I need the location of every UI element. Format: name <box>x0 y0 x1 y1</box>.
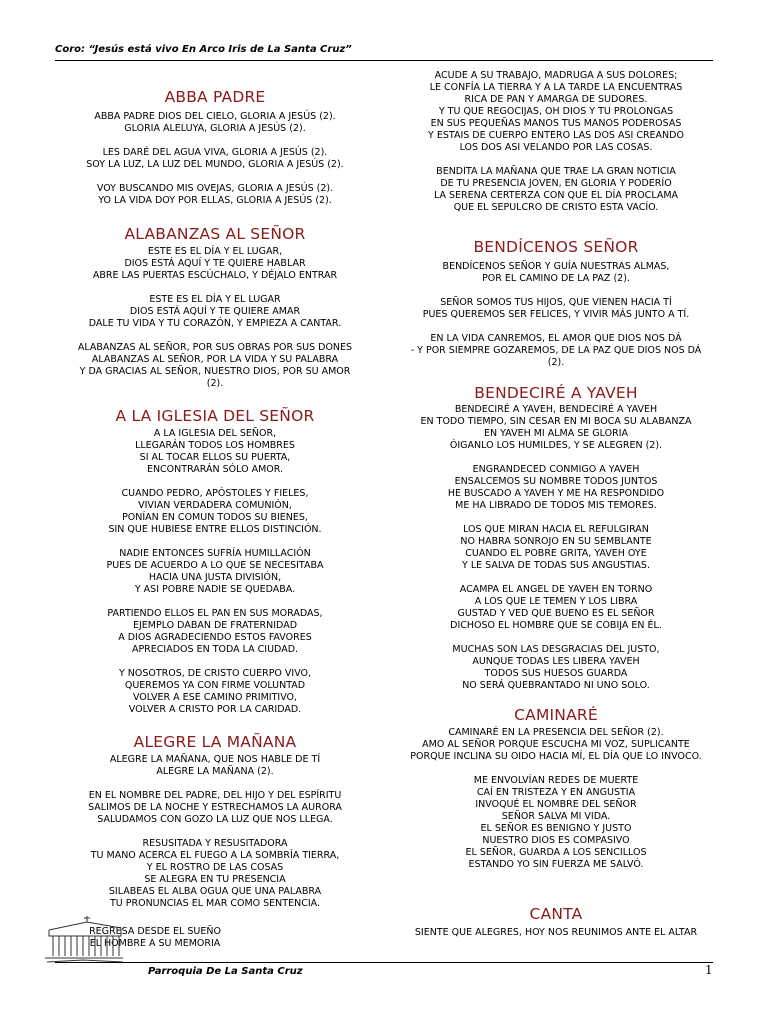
lyric-line: A DIOS AGRADECIENDO ESTOS FAVORES <box>118 632 312 643</box>
lyric-line: ME ENVOLVÍAN REDES DE MUERTE <box>473 775 639 786</box>
stanza <box>55 246 375 282</box>
stanza <box>55 754 375 778</box>
stanza <box>55 668 375 716</box>
lyric-line: CUANDO EL POBRE GRITA, YAVEH OYE <box>465 548 647 559</box>
song-title: ABBA PADRE <box>164 88 266 106</box>
header-rule <box>55 60 713 61</box>
song-caminare <box>386 706 726 871</box>
lyric-line: BENDECIRÉ A YAVEH, BENDECIRÉ A YAVEH <box>454 404 658 415</box>
song-canta <box>386 905 726 939</box>
stanza <box>55 790 375 826</box>
lyric-line: SI AL TOCAR ELLOS SU PUERTA, <box>139 452 291 463</box>
song-alabanzas-al-senor <box>55 225 375 390</box>
lyric-line: VOY BUSCANDO MIS OVEJAS, GLORIA A JESÚS (2). <box>96 183 334 194</box>
lyric-line: BENDITA LA MAÑANA QUE TRAE LA GRAN NOTICIA <box>436 166 676 177</box>
lyric-line: ÓIGANLO LOS HUMILDES, Y SE ALEGREN (2). <box>449 440 663 451</box>
stanza <box>386 261 726 285</box>
lyric-line: GLORIA ALELUYA, GLORIA A JESÚS (2). <box>124 123 306 134</box>
lyric-line: DIOS ESTÁ AQUÍ Y TE QUIERE AMAR <box>129 306 301 317</box>
lyric-line: Y DA GRACIAS AL SEÑOR, NUESTRO DIOS, POR SU AMOR <box>79 366 351 377</box>
lyric-line: NO HABRA SONROJO EN SU SEMBLANTE <box>460 536 652 547</box>
lyric-line: ENGRANDECED CONMIGO A YAVEH <box>472 464 640 475</box>
song-title: ALABANZAS AL SEÑOR <box>124 225 306 243</box>
lyric-line: HE BUSCADO A YAVEH Y ME HA RESPONDIDO <box>447 488 665 499</box>
lyric-line: ENSALCEMOS SU NOMBRE TODOS JUNTOS <box>454 476 658 487</box>
lyric-line: VOLVER A CRISTO POR LA CARIDAD. <box>128 704 302 715</box>
lyric-line: ESTANDO YO SIN FUERZA ME SALVÓ. <box>468 859 644 870</box>
lyric-line: - Y POR SIEMPRE GOZAREMOS, DE LA PAZ QUE DIOS NOS DÁ <box>410 345 702 356</box>
lyric-line: MUCHAS SON LAS DESGRACIAS DEL JUSTO, <box>452 644 660 655</box>
lyric-line: SOY LA LUZ, LA LUZ DEL MUNDO, GLORIA A JESÚS (2). <box>86 159 344 170</box>
lyric-line: NO SERÁ QUEBRANTADO NI UNO SOLO. <box>462 680 650 691</box>
song-abba-padre <box>55 88 375 207</box>
lyric-line: APRECIADOS EN TODA LA CIUDAD. <box>131 644 299 655</box>
lyric-line: DE TU PRESENCIA JOVEN, EN GLORIA Y PODERÍO <box>440 178 672 189</box>
lyric-line: NUESTRO DIOS ES COMPASIVO <box>482 835 630 846</box>
stanza <box>386 333 726 369</box>
lyric-line: Y ESTAIS DE CUERPO ENTERO LAS DOS ASI CREANDO <box>428 130 684 141</box>
lyric-line: EN LA VIDA CANREMOS, EL AMOR QUE DIOS NOS DÁ <box>430 333 682 344</box>
lyric-line: PUES DE ACUERDO A LO QUE SE NECESITABA <box>106 560 324 571</box>
stanza <box>55 488 375 536</box>
stanza <box>55 548 375 596</box>
song-title: A LA IGLESIA DEL SEÑOR <box>115 407 315 425</box>
lyric-line: ALABANZAS AL SEÑOR, POR SUS OBRAS POR SUS DONES <box>77 342 353 353</box>
lyric-line: TODOS SUS HUESOS GUARDA <box>484 668 628 679</box>
stanza <box>55 111 375 135</box>
lyric-line: QUEREMOS YA CON FIRME VOLUNTAD <box>124 680 306 691</box>
lyric-line: Y EL ROSTRO DE LAS COSAS <box>146 862 284 873</box>
right-column <box>386 70 726 939</box>
lyric-line: PARTIENDO ELLOS EL PAN EN SUS MORADAS, <box>107 608 323 619</box>
lyric-line: ALABANZAS AL SEÑOR, POR LA VIDA Y SU PALABRA <box>91 354 339 365</box>
lyric-line: ESTE ES EL DÍA Y EL LUGAR <box>149 294 281 305</box>
lyric-line: SIENTE QUE ALEGRES, HOY NOS REUNIMOS ANTE EL ALTAR <box>414 927 698 938</box>
lyric-line: ACUDE A SU TRABAJO, MADRUGA A SUS DOLORES; <box>434 70 678 81</box>
stanza <box>55 342 375 390</box>
lyric-line: SALUDAMOS CON GOZO LA LUZ QUE NOS LLEGA. <box>97 814 333 825</box>
lyric-line: Y ASI POBRE NADIE SE QUEDABA. <box>134 584 296 595</box>
stanza <box>386 404 726 452</box>
lyric-line: Y NOSOTROS, DE CRISTO CUERPO VIVO, <box>118 668 312 679</box>
stanza <box>55 608 375 656</box>
lyric-line: Y TU QUE REGOCIJAS, OH DIOS Y TU PROLONGAS <box>438 106 674 117</box>
song-bendecire-a-yaveh <box>386 384 726 692</box>
lyric-line: EN EL NOMBRE DEL PADRE, DEL HIJO Y DEL ESPÍRITU <box>88 790 342 801</box>
lyric-line: LOS DOS ASI VELANDO POR LAS COSAS. <box>459 142 653 153</box>
lyric-line: Y LE SALVA DE TODAS SUS ANGUSTIAS. <box>462 560 650 571</box>
lyric-line: GUSTAD Y VED QUE BUENO ES EL SEÑOR <box>457 608 655 619</box>
lyric-line: PONÍAN EN COMUN TODOS SU BIENES, <box>122 512 308 523</box>
lyric-line: ALEGRE LA MAÑANA (2). <box>156 766 274 777</box>
lyric-line: YO LA VIDA DOY POR ELLAS, GLORIA A JESÚS (2). <box>98 195 332 206</box>
lyric-line: NADIE ENTONCES SUFRÍA HUMILLACIÓN <box>119 548 311 559</box>
lyric-line: SIN QUE HUBIESE ENTRE ELLOS DISTINCIÓN. <box>108 524 322 535</box>
lyric-line: ENCONTRARÁN SÓLO AMOR. <box>146 464 284 475</box>
lyric-line: (2). <box>206 378 224 389</box>
lyric-line: INVOQUÉ EL NOMBRE DEL SEÑOR <box>475 799 637 810</box>
stanza <box>55 294 375 330</box>
lyric-line: DICHOSO EL HOMBRE QUE SE COBIJA EN ÉL. <box>450 620 662 631</box>
lyric-line: ABBA PADRE DIOS DEL CIELO, GLORIA A JESÚS (2). <box>94 111 336 122</box>
lyric-line: LLEGARÁN TODOS LOS HOMBRES <box>135 440 295 451</box>
lyric-line: PORQUE INCLINA SU OIDO HACIA MÍ, EL DÍA QUE LO INVOCO. <box>410 751 702 762</box>
song-title: BENDECIRÉ A YAVEH <box>474 384 638 402</box>
footer-rule <box>55 962 713 963</box>
song-title: CAMINARÉ <box>514 706 598 724</box>
lyric-line: EL SEÑOR ES BENIGNO Y JUSTO <box>480 823 632 834</box>
stanza <box>386 297 726 321</box>
lyric-line: AMO AL SEÑOR PORQUE ESCUCHA MI VOZ, SUPLICANTE <box>422 739 690 750</box>
lyric-line: CUANDO PEDRO, APÓSTOLES Y FIELES, <box>121 488 309 499</box>
lyric-line: LES DARÉ DEL AGUA VIVA, GLORIA A JESÚS (2). <box>102 147 328 158</box>
song-title: BENDÍCENOS SEÑOR <box>473 238 639 256</box>
lyric-line: RESUSITADA Y RESUSITADORA <box>142 838 288 849</box>
lyric-line: REGRESA DESDE EL SUEÑO <box>89 926 221 937</box>
lyric-line: EL SEÑOR, GUARDA A LOS SENCILLOS <box>465 847 647 858</box>
stanza <box>386 524 726 572</box>
lyric-line: QUE EL SEPULCRO DE CRISTO ESTA VACÍO. <box>453 202 659 213</box>
lyric-line: DALE TU VIDA Y TU CORAZÓN, Y EMPIEZA A CANTAR. <box>88 318 342 329</box>
footer-parish: Parroquia De La Santa Cruz <box>148 966 303 977</box>
lyric-line: EL HOMBRE A SU MEMORIA <box>89 938 221 949</box>
lyric-line: TU MANO ACERCA EL FUEGO A LA SOMBRÍA TIERRA, <box>90 850 340 861</box>
lyric-line: LE CONFÍA LA TIERRA Y A LA TARDE LA ENCUENTRAS <box>429 82 683 93</box>
lyric-line: BENDÍCENOS SEÑOR Y GUÍA NUESTRAS ALMAS, <box>442 261 670 272</box>
lyric-line: SEÑOR SALVA MI VIDA. <box>501 811 611 822</box>
stanza <box>386 166 726 214</box>
stanza <box>386 727 726 763</box>
lyric-line: ABRE LAS PUERTAS ESCÚCHALO, Y DÉJALO ENTRAR <box>92 270 338 281</box>
stanza <box>386 644 726 692</box>
left-column <box>55 66 375 950</box>
lyric-line: ESTE ES EL DÍA Y EL LUGAR, <box>147 246 283 257</box>
lyric-line: EN TODO TIEMPO, SIN CESAR EN MI BOCA SU ALABANZA <box>420 416 692 427</box>
lyric-line: A LOS QUE LE TEMEN Y LOS LIBRA <box>474 596 638 607</box>
lyric-line: EJEMPLO DABAN DE FRATERNIDAD <box>132 620 298 631</box>
stanza <box>386 584 726 632</box>
lyric-line: VIVIAN VERDADERA COMUNIÓN, <box>138 500 292 511</box>
lyric-line: SILABEAS EL ALBA OGUA QUE UNA PALABRA <box>108 886 322 897</box>
lyric-line: RICA DE PAN Y AMARGA DE SUDORES. <box>464 94 648 105</box>
stanza <box>55 428 375 476</box>
song-title: ALEGRE LA MAÑANA <box>133 733 297 751</box>
song-bendicenos-senor <box>386 238 726 369</box>
lyric-line: CAÍ EN TRISTEZA Y EN ANGUSTIA <box>476 787 636 798</box>
lyric-line: VOLVER A ESE CAMINO PRIMITIVO, <box>132 692 298 703</box>
stanza <box>55 147 375 171</box>
lyric-line: CAMINARÉ EN LA PRESENCIA DEL SEÑOR (2). <box>448 727 664 738</box>
stanza <box>386 70 726 154</box>
lyric-line: DIOS ESTÁ AQUÍ Y TE QUIERE HABLAR <box>124 258 306 269</box>
lyric-line: PUES QUEREMOS SER FELICES, Y VIVIR MÁS JUNTO A TÍ. <box>422 309 690 320</box>
page-number: 1 <box>705 963 713 977</box>
stanza <box>55 838 375 910</box>
document-header: Coro: “Jesús está vivo En Arco Iris de La Santa Cruz” <box>55 44 352 55</box>
lyric-line: SEÑOR SOMOS TUS HIJOS, QUE VIENEN HACIA TÍ <box>440 297 672 308</box>
lyric-line: HACIA UNA JUSTA DIVISIÓN, <box>148 572 282 583</box>
stanza <box>386 775 726 871</box>
lyric-line: EN SUS PEQUEÑAS MANOS TUS MANOS PODEROSAS <box>430 118 682 129</box>
lyric-line: AUNQUE TODAS LES LIBERA YAVEH <box>472 656 640 667</box>
lyric-line: ME HA LIBRADO DE TODOS MIS TEMORES. <box>455 500 657 511</box>
lyric-line: SE ALEGRA EN TU PRESENCIA <box>144 874 286 885</box>
lyric-line: POR EL CAMINO DE LA PAZ (2). <box>482 273 630 284</box>
lyric-line: LA SERENA CERTERZA CON QUE EL DÍA PROCLAMA <box>433 190 679 201</box>
lyric-line: ACAMPA EL ANGEL DE YAVEH EN TORNO <box>459 584 653 595</box>
lyric-line: EN YAVEH MI ALMA SE GLORIA <box>483 428 629 439</box>
church-drawing <box>43 914 125 964</box>
stanza <box>386 464 726 512</box>
stanza <box>386 927 726 939</box>
lyric-line: ALEGRE LA MAÑANA, QUE NOS HABLE DE TÍ <box>109 754 321 765</box>
lyric-line: (2). <box>547 357 565 368</box>
lyric-line: LOS QUE MIRAN HACIA EL REFULGIRAN <box>463 524 649 535</box>
lyric-line: TU PRONUNCIAS EL MAR COMO SENTENCIA. <box>109 898 320 909</box>
stanza <box>55 183 375 207</box>
lyric-line: SALIMOS DE LA NOCHE Y ESTRECHAMOS LA AURORA <box>88 802 342 813</box>
lyric-line: A LA IGLESIA DEL SEÑOR, <box>153 428 277 439</box>
song-a-la-iglesia-del-senor <box>55 407 375 716</box>
song-continuation <box>386 70 726 214</box>
song-title: CANTA <box>529 905 583 923</box>
